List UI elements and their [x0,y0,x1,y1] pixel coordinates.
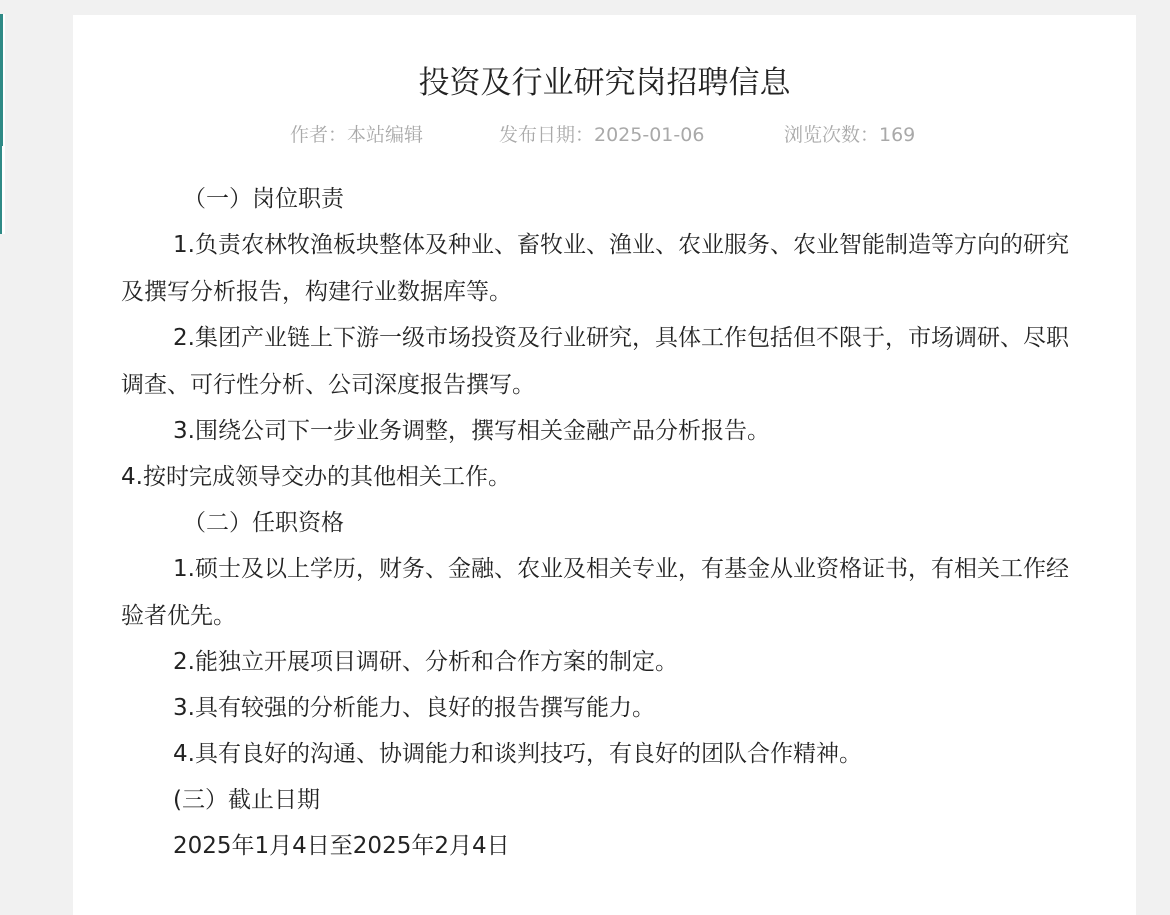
duty-item-2: 2.集团产业链上下游一级市场投资及行业研究，具体工作包括但不限于，市场调研、尽职调查、可行性分析、公司深度报告撰写。 [121,325,1069,398]
article-author: 作者：本站编辑 [290,124,424,146]
qualification-item-2: 2.能独立开展项目调研、分析和合作方案的制定。 [173,649,678,675]
qualification-item-4: 4.具有良好的沟通、协调能力和谈判技巧，有良好的团队合作精神。 [173,741,862,767]
qualification-item-1: 1.硕士及以上学历，财务、金融、农业及相关专业，有基金从业资格证书，有相关工作经验者优先。 [121,556,1069,629]
section-heading-deadline: (三）截止日期 [173,787,320,813]
duty-item-3: 3.围绕公司下一步业务调整，撰写相关金融产品分析报告。 [173,418,770,444]
sidebar-accent-bar [0,14,3,146]
article-view-count: 浏览次数：169 [784,124,916,146]
duty-item-1: 1.负责农林牧渔板块整体及种业、畜牧业、渔业、农业服务、农业智能制造等方向的研究及撰写分析报告，构建行业数据库等。 [121,232,1069,305]
article-publish-date: 发布日期：2025-01-06 [499,124,705,146]
deadline-range: 2025年1月4日至2025年2月4日 [173,833,510,859]
qualification-item-3: 3.具有较强的分析能力、良好的报告撰写能力。 [173,695,655,721]
sidebar-accent-line [0,146,2,234]
left-sidebar-edge [0,14,5,234]
article-meta [73,123,1136,147]
duty-item-4: 4.按时完成领导交办的其他相关工作。 [121,464,511,490]
article-title: 投资及行业研究岗招聘信息 [418,65,791,101]
article-body [121,176,1091,869]
section-heading-duties: （一）岗位职责 [183,186,344,212]
section-heading-qualifications: （二）任职资格 [183,510,344,536]
article-card [73,15,1136,915]
